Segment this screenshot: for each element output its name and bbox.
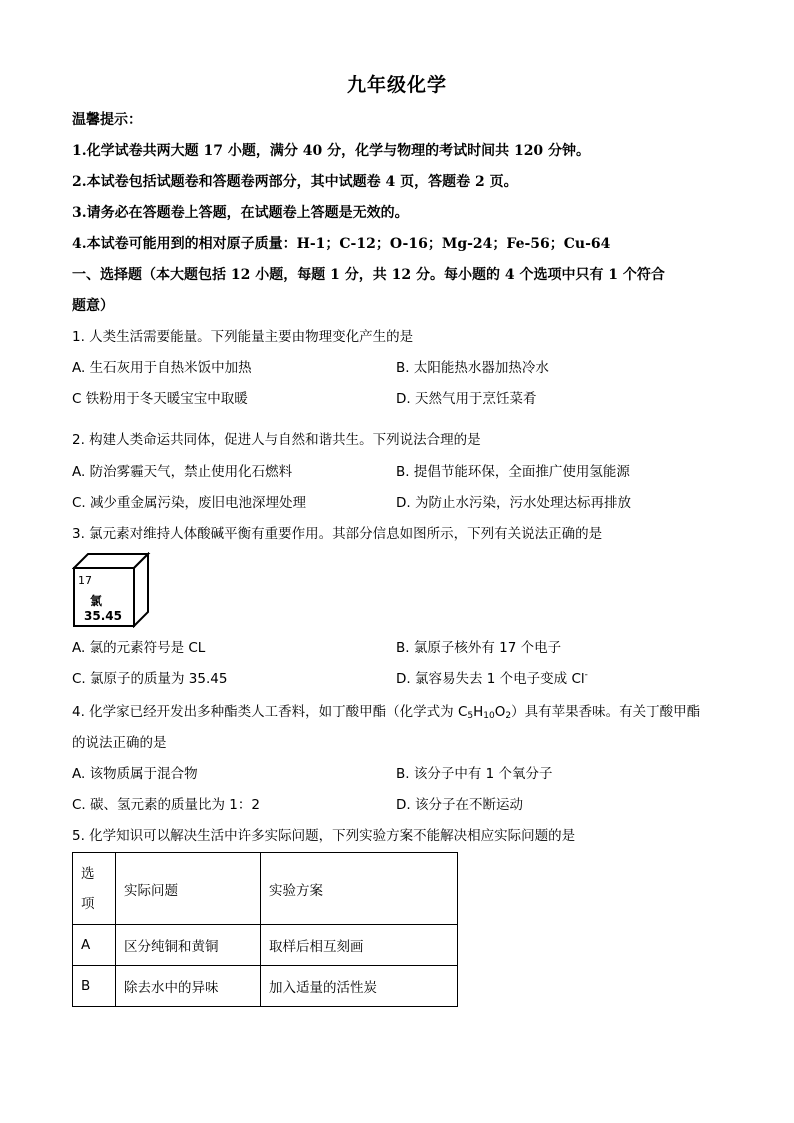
- header-option: [73, 853, 116, 925]
- q4-sub-o: 2: [505, 711, 512, 721]
- q4-stem-post: ）具有苹果香味。有关丁酸甲酯: [511, 704, 701, 720]
- chloride-charge: -: [584, 670, 588, 680]
- question-5-table: [72, 852, 458, 1007]
- header-option-line1: 选: [81, 865, 95, 882]
- atomic-number: 17: [78, 574, 92, 587]
- question-4-option-a: A. 该物质属于混合物: [72, 766, 198, 782]
- row-plan: 加入适量的活性炭: [261, 966, 458, 1007]
- question-2-option-b: B. 提倡节能环保，全面推广使用氢能源: [396, 464, 630, 480]
- question-3-option-d: [396, 669, 588, 689]
- question-1-option-d: D. 天然气用于烹饪菜肴: [396, 391, 537, 407]
- q4-stem-pre: 4. 化学家已经开发出多种酯类人工香料，如丁酸甲酯（化学式为 C: [72, 704, 468, 720]
- atomic-mass: 35.45: [84, 609, 122, 623]
- question-1-option-c: C 铁粉用于冬天暖宝宝中取暖: [72, 391, 248, 407]
- question-2-option-c: C. 减少重金属污染，废旧电池深埋处理: [72, 495, 307, 511]
- tip-item-2: 2.本试卷包括试题卷和答题卷两部分，其中试题卷 4 页，答题卷 2 页。: [72, 174, 518, 190]
- row-problem: 除去水中的异味: [116, 966, 261, 1007]
- question-3-option-c: C. 氯原子的质量为 35.45: [72, 671, 228, 687]
- question-1-option-b: B. 太阳能热水器加热冷水: [396, 360, 549, 376]
- header-plan: 实验方案: [261, 853, 458, 925]
- section-heading-line1: 一、选择题（本大题包括 12 小题，每题 1 分，共 12 分。每小题的 4 个选项中只有 1 个符合: [72, 267, 665, 283]
- chlorine-element-cube: [72, 552, 152, 628]
- question-4-option-c: C. 碳、氢元素的质量比为 1：2: [72, 797, 260, 813]
- question-3-option-a: A. 氯的元素符号是 CL: [72, 640, 206, 656]
- question-3-stem: 3. 氯元素对维持人体酸碱平衡有重要作用。其部分信息如图所示，下列有关说法正确的是: [72, 526, 603, 542]
- q4-sub-h: 10: [483, 711, 495, 721]
- q4-sub-c: 5: [467, 711, 474, 721]
- question-4-option-b: B. 该分子中有 1 个氧分子: [396, 766, 553, 782]
- question-3-option-b: B. 氯原子核外有 17 个电子: [396, 640, 562, 656]
- table-row: [73, 966, 458, 1007]
- table-row: [73, 925, 458, 966]
- question-4-stem: [72, 702, 700, 722]
- question-4-stem-line2: 的说法正确的是: [72, 735, 167, 751]
- row-option: B: [73, 966, 116, 1007]
- q4-o: O: [494, 704, 506, 720]
- element-name: 氯: [90, 594, 103, 608]
- question-1-option-a: A. 生石灰用于自热米饭中加热: [72, 360, 252, 376]
- header-option-line2: 项: [81, 895, 95, 912]
- question-1-stem: 1. 人类生活需要能量。下列能量主要由物理变化产生的是: [72, 329, 414, 345]
- row-option: A: [73, 925, 116, 966]
- tips-heading: 温馨提示：: [72, 112, 142, 128]
- question-4-option-d: D. 该分子在不断运动: [396, 797, 523, 813]
- question-5-stem: 5. 化学知识可以解决生活中许多实际问题，下列实验方案不能解决相应实际问题的是: [72, 828, 576, 844]
- q4-h: H: [473, 704, 484, 720]
- question-3-option-d-text: D. 氯容易失去 1 个电子变成 Cl: [396, 671, 585, 687]
- tip-item-4: 4.本试卷可能用到的相对原子质量：H-1；C-12；O-16；Mg-24；Fe-56；Cu-64: [72, 236, 611, 252]
- row-problem: 区分纯铜和黄铜: [116, 925, 261, 966]
- table-header-row: [73, 853, 458, 925]
- tip-item-1: 1.化学试卷共两大题 17 小题，满分 40 分，化学与物理的考试时间共 120 分钟。: [72, 143, 591, 159]
- tip-item-3: 3.请务必在答题卷上答题，在试题卷上答题是无效的。: [72, 205, 409, 221]
- section-heading-line2: 题意）: [72, 298, 114, 314]
- header-problem: 实际问题: [116, 853, 261, 925]
- question-2-stem: 2. 构建人类命运共同体，促进人与自然和谐共生。下列说法合理的是: [72, 432, 481, 448]
- question-2-option-a: A. 防治雾霾天气，禁止使用化石燃料: [72, 464, 293, 480]
- row-plan: 取样后相互刻画: [261, 925, 458, 966]
- page-title: 九年级化学: [346, 74, 447, 96]
- question-2-option-d: D. 为防止水污染，污水处理达标再排放: [396, 495, 631, 511]
